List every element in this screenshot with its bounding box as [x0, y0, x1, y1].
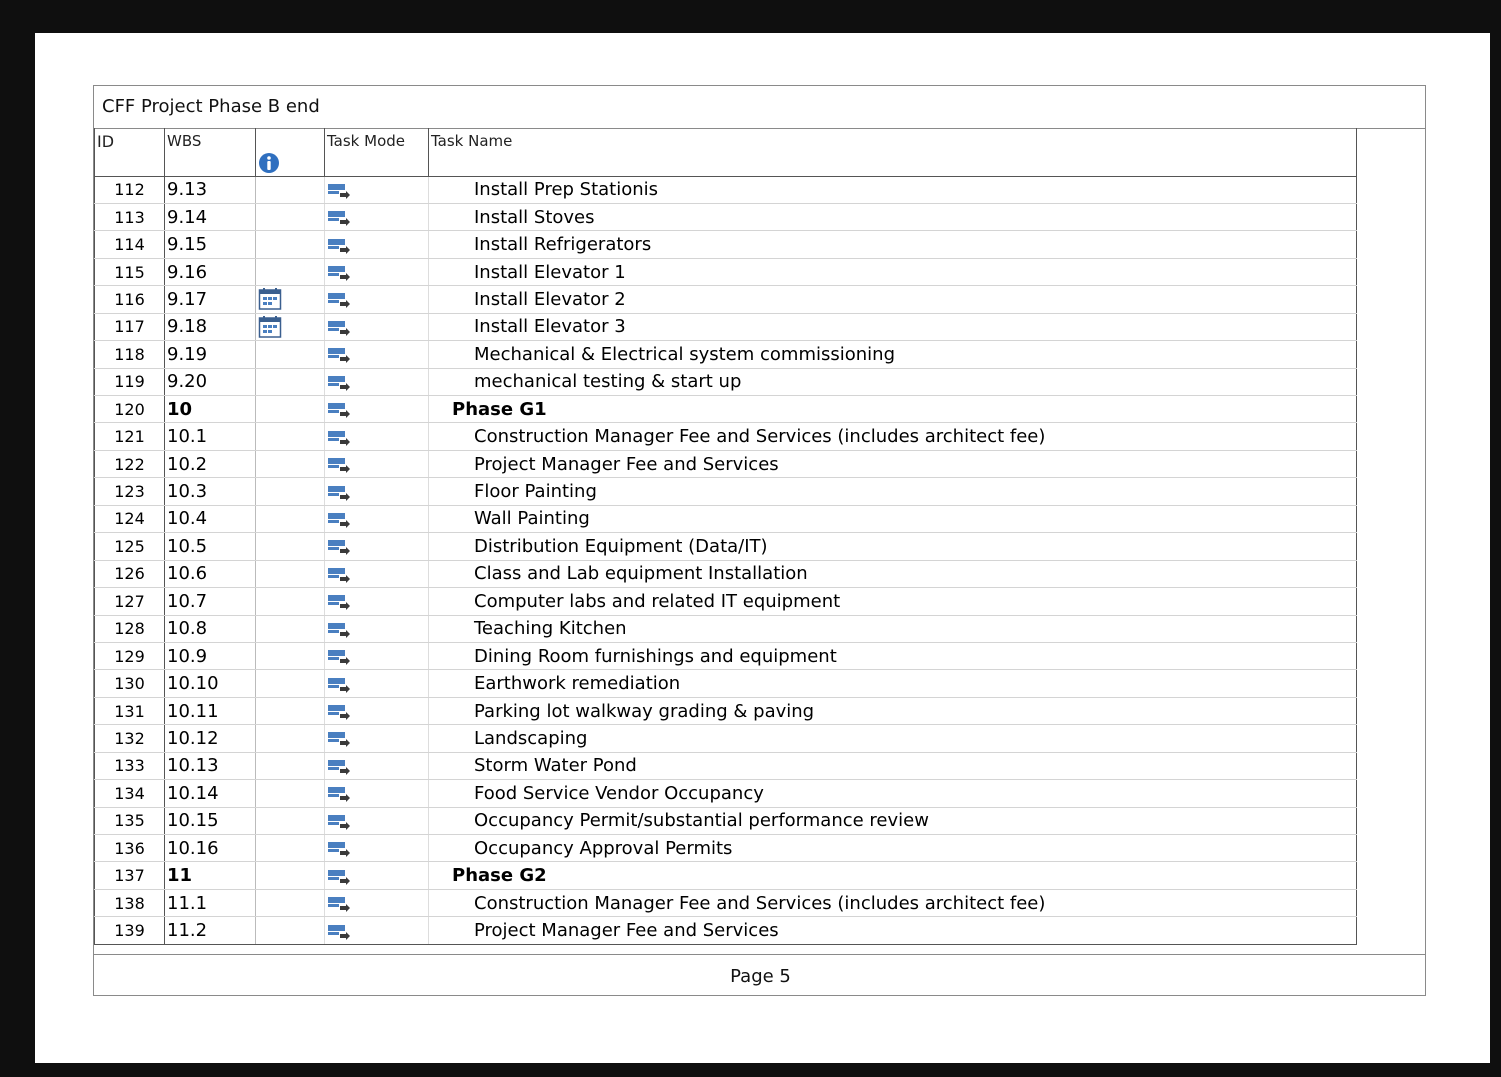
task-name: Install Refrigerators [429, 231, 1357, 258]
table-header-row [95, 128, 1357, 176]
task-wbs: 9.14 [165, 203, 256, 230]
task-id: 133 [95, 752, 165, 779]
page-number: Page 5 [730, 966, 791, 987]
task-id: 130 [95, 670, 165, 697]
task-wbs: 11 [165, 862, 256, 889]
auto-scheduled-task-icon [327, 593, 351, 611]
task-wbs: 11.2 [165, 917, 256, 944]
table-row [95, 203, 1357, 230]
task-name: Landscaping [429, 725, 1357, 752]
task-name: Occupancy Permit/substantial performance review [429, 807, 1357, 834]
auto-scheduled-task-icon [327, 923, 351, 941]
task-wbs: 9.13 [165, 176, 256, 203]
table-row [95, 560, 1357, 587]
table-row [95, 807, 1357, 834]
task-wbs: 10.14 [165, 780, 256, 807]
task-name: Teaching Kitchen [429, 615, 1357, 642]
table-row [95, 835, 1357, 862]
task-indicator-cell [256, 862, 325, 889]
task-wbs: 10.1 [165, 423, 256, 450]
task-id: 131 [95, 697, 165, 724]
task-mode-cell [325, 670, 429, 697]
task-name: Install Prep Stationis [429, 176, 1357, 203]
auto-scheduled-task-icon [327, 511, 351, 529]
task-indicator-cell [256, 615, 325, 642]
task-mode-cell [325, 231, 429, 258]
auto-scheduled-task-icon [327, 291, 351, 309]
task-wbs: 10.11 [165, 697, 256, 724]
table-row [95, 396, 1357, 423]
task-mode-cell [325, 396, 429, 423]
task-wbs: 10.6 [165, 560, 256, 587]
task-wbs: 9.19 [165, 341, 256, 368]
task-mode-cell [325, 807, 429, 834]
task-name: Mechanical & Electrical system commissioning [429, 341, 1357, 368]
task-mode-cell [325, 313, 429, 340]
task-id: 125 [95, 533, 165, 560]
auto-scheduled-task-icon [327, 429, 351, 447]
task-indicator-cell [256, 780, 325, 807]
auto-scheduled-task-icon [327, 648, 351, 666]
auto-scheduled-task-icon [327, 401, 351, 419]
task-wbs: 10.10 [165, 670, 256, 697]
auto-scheduled-task-icon [327, 730, 351, 748]
auto-scheduled-task-icon [327, 813, 351, 831]
column-header-id: ID [95, 128, 165, 176]
task-mode-cell [325, 780, 429, 807]
task-indicator-cell [256, 505, 325, 532]
task-mode-cell [325, 341, 429, 368]
auto-scheduled-task-icon [327, 895, 351, 913]
task-wbs: 10.2 [165, 450, 256, 477]
task-indicator-cell [256, 697, 325, 724]
task-mode-cell [325, 862, 429, 889]
auto-scheduled-task-icon [327, 209, 351, 227]
task-mode-cell [325, 203, 429, 230]
table-row [95, 176, 1357, 203]
auto-scheduled-task-icon [327, 621, 351, 639]
page-frame [93, 85, 1426, 996]
task-name: Construction Manager Fee and Services (includes architect fee) [429, 889, 1357, 916]
auto-scheduled-task-icon [327, 319, 351, 337]
table-row [95, 231, 1357, 258]
task-name: Occupancy Approval Permits [429, 835, 1357, 862]
task-name: Wall Painting [429, 505, 1357, 532]
task-mode-cell [325, 588, 429, 615]
task-mode-cell [325, 505, 429, 532]
table-row [95, 780, 1357, 807]
task-name: Install Stoves [429, 203, 1357, 230]
task-indicator-cell [256, 752, 325, 779]
task-indicator-cell [256, 889, 325, 916]
auto-scheduled-task-icon [327, 840, 351, 858]
task-wbs: 9.20 [165, 368, 256, 395]
task-id: 139 [95, 917, 165, 944]
task-mode-cell [325, 533, 429, 560]
table-row [95, 368, 1357, 395]
task-wbs: 11.1 [165, 889, 256, 916]
auto-scheduled-task-icon [327, 676, 351, 694]
task-name: Dining Room furnishings and equipment [429, 642, 1357, 669]
auto-scheduled-task-icon [327, 758, 351, 776]
task-indicator-cell [256, 725, 325, 752]
task-name: Parking lot walkway grading & paving [429, 697, 1357, 724]
table-row [95, 697, 1357, 724]
document-page [35, 33, 1490, 1063]
task-wbs: 10.13 [165, 752, 256, 779]
task-wbs: 10.12 [165, 725, 256, 752]
table-row [95, 642, 1357, 669]
task-wbs: 10.15 [165, 807, 256, 834]
task-mode-cell [325, 642, 429, 669]
table-row [95, 286, 1357, 313]
task-name: mechanical testing & start up [429, 368, 1357, 395]
task-name: Project Manager Fee and Services [429, 917, 1357, 944]
task-id: 116 [95, 286, 165, 313]
task-wbs: 10.16 [165, 835, 256, 862]
task-name: Phase G1 [429, 396, 1357, 423]
calendar-icon [258, 315, 282, 339]
auto-scheduled-task-icon [327, 566, 351, 584]
table-row [95, 258, 1357, 285]
task-mode-cell [325, 368, 429, 395]
calendar-icon [258, 287, 282, 311]
task-table [94, 128, 1357, 945]
task-name: Construction Manager Fee and Services (includes architect fee) [429, 423, 1357, 450]
task-wbs: 10.8 [165, 615, 256, 642]
task-wbs: 9.17 [165, 286, 256, 313]
task-id: 138 [95, 889, 165, 916]
table-row [95, 725, 1357, 752]
task-wbs: 10.3 [165, 478, 256, 505]
task-name: Earthwork remediation [429, 670, 1357, 697]
task-mode-cell [325, 615, 429, 642]
task-name: Project Manager Fee and Services [429, 450, 1357, 477]
task-mode-cell [325, 286, 429, 313]
task-indicator-cell [256, 176, 325, 203]
task-id: 120 [95, 396, 165, 423]
table-row [95, 862, 1357, 889]
table-row [95, 670, 1357, 697]
task-indicator-cell [256, 396, 325, 423]
task-indicator-cell [256, 313, 325, 340]
task-name: Distribution Equipment (Data/IT) [429, 533, 1357, 560]
table-row [95, 917, 1357, 944]
task-name: Computer labs and related IT equipment [429, 588, 1357, 615]
table-row [95, 423, 1357, 450]
task-mode-cell [325, 725, 429, 752]
task-name: Storm Water Pond [429, 752, 1357, 779]
task-name: Food Service Vendor Occupancy [429, 780, 1357, 807]
task-id: 114 [95, 231, 165, 258]
auto-scheduled-task-icon [327, 868, 351, 886]
task-wbs: 9.15 [165, 231, 256, 258]
auto-scheduled-task-icon [327, 456, 351, 474]
task-indicator-cell [256, 588, 325, 615]
task-mode-cell [325, 478, 429, 505]
task-name: Install Elevator 1 [429, 258, 1357, 285]
table-row [95, 450, 1357, 477]
task-mode-cell [325, 835, 429, 862]
column-header-task-mode: Task Mode [325, 128, 429, 176]
task-id: 121 [95, 423, 165, 450]
task-indicator-cell [256, 450, 325, 477]
info-icon [258, 152, 280, 174]
task-wbs: 9.18 [165, 313, 256, 340]
task-mode-cell [325, 176, 429, 203]
task-wbs: 10.9 [165, 642, 256, 669]
table-row [95, 505, 1357, 532]
task-indicator-cell [256, 917, 325, 944]
column-header-wbs: WBS [165, 128, 256, 176]
task-mode-cell [325, 423, 429, 450]
task-wbs: 10.7 [165, 588, 256, 615]
task-name: Class and Lab equipment Installation [429, 560, 1357, 587]
column-header-info [256, 128, 325, 176]
task-name: Phase G2 [429, 862, 1357, 889]
auto-scheduled-task-icon [327, 237, 351, 255]
project-title: CFF Project Phase B end [102, 96, 320, 117]
task-indicator-cell [256, 258, 325, 285]
task-name: Floor Painting [429, 478, 1357, 505]
task-id: 119 [95, 368, 165, 395]
table-row [95, 588, 1357, 615]
task-wbs: 9.16 [165, 258, 256, 285]
task-indicator-cell [256, 341, 325, 368]
table-row [95, 889, 1357, 916]
task-indicator-cell [256, 642, 325, 669]
task-id: 113 [95, 203, 165, 230]
task-indicator-cell [256, 203, 325, 230]
auto-scheduled-task-icon [327, 484, 351, 502]
auto-scheduled-task-icon [327, 538, 351, 556]
table-row [95, 478, 1357, 505]
task-indicator-cell [256, 231, 325, 258]
auto-scheduled-task-icon [327, 785, 351, 803]
table-row [95, 615, 1357, 642]
table-row [95, 313, 1357, 340]
table-row [95, 341, 1357, 368]
task-mode-cell [325, 258, 429, 285]
task-wbs: 10.4 [165, 505, 256, 532]
column-header-task-name: Task Name [429, 128, 1357, 176]
task-id: 136 [95, 835, 165, 862]
footer-divider [94, 954, 1425, 955]
task-indicator-cell [256, 835, 325, 862]
task-indicator-cell [256, 533, 325, 560]
table-row [95, 533, 1357, 560]
auto-scheduled-task-icon [327, 703, 351, 721]
task-id: 118 [95, 341, 165, 368]
task-mode-cell [325, 697, 429, 724]
task-wbs: 10 [165, 396, 256, 423]
task-mode-cell [325, 560, 429, 587]
task-indicator-cell [256, 807, 325, 834]
task-name: Install Elevator 2 [429, 286, 1357, 313]
auto-scheduled-task-icon [327, 182, 351, 200]
task-id: 128 [95, 615, 165, 642]
task-indicator-cell [256, 478, 325, 505]
task-table-body [95, 176, 1357, 944]
task-id: 112 [95, 176, 165, 203]
auto-scheduled-task-icon [327, 374, 351, 392]
task-mode-cell [325, 889, 429, 916]
task-mode-cell [325, 752, 429, 779]
task-id: 132 [95, 725, 165, 752]
task-id: 135 [95, 807, 165, 834]
task-mode-cell [325, 450, 429, 477]
task-id: 127 [95, 588, 165, 615]
task-id: 122 [95, 450, 165, 477]
task-indicator-cell [256, 560, 325, 587]
task-id: 137 [95, 862, 165, 889]
task-id: 134 [95, 780, 165, 807]
task-wbs: 10.5 [165, 533, 256, 560]
task-indicator-cell [256, 368, 325, 395]
task-id: 124 [95, 505, 165, 532]
task-id: 117 [95, 313, 165, 340]
task-id: 129 [95, 642, 165, 669]
auto-scheduled-task-icon [327, 346, 351, 364]
task-id: 123 [95, 478, 165, 505]
task-mode-cell [325, 917, 429, 944]
task-id: 126 [95, 560, 165, 587]
task-indicator-cell [256, 670, 325, 697]
auto-scheduled-task-icon [327, 264, 351, 282]
task-indicator-cell [256, 286, 325, 313]
task-name: Install Elevator 3 [429, 313, 1357, 340]
task-indicator-cell [256, 423, 325, 450]
task-id: 115 [95, 258, 165, 285]
table-row [95, 752, 1357, 779]
